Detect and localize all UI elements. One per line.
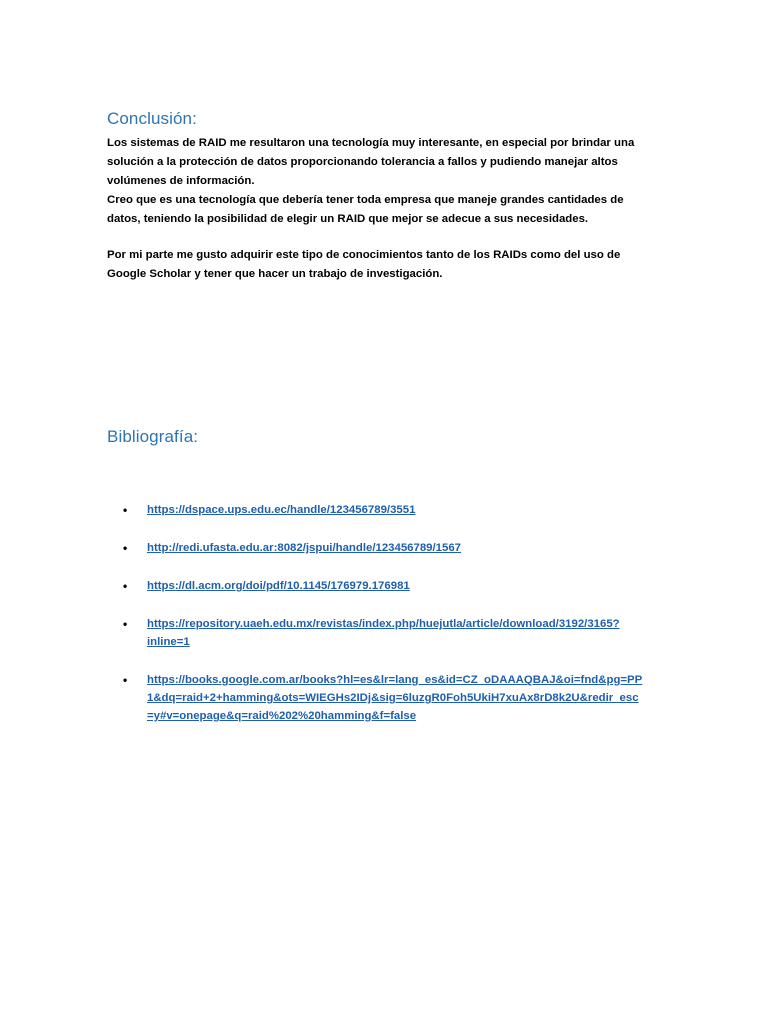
reference-link-text: https://dspace.ups.edu.ec/handle/123456789/3551 (147, 504, 416, 516)
reference-link[interactable] (147, 577, 687, 595)
opinion-line: Por mi parte me gusto adquirir este tipo de conocimientos tanto de los RAIDs como del uso de (107, 249, 621, 261)
conclusion-heading: Conclusión: (107, 109, 197, 128)
conclusion-line: volúmenes de información. (107, 175, 255, 187)
list-item (107, 615, 687, 651)
bullet-dot-icon: • (123, 617, 128, 631)
reference-link-text: https://books.google.com.ar/books?hl=es&lr=lang_es&id=CZ_oDAAAQBAJ&oi=fnd&pg=PP (147, 674, 643, 686)
bullet-dot-icon: • (123, 579, 128, 593)
list-item (107, 501, 687, 519)
reference-link-text: inline=1 (147, 636, 190, 648)
reference-link-text: http://redi.ufasta.edu.ar:8082/jspui/handle/123456789/1567 (147, 542, 462, 554)
reference-link-text: =y#v=onepage&q=raid%202%20hamming&f=false (147, 710, 417, 722)
reference-link[interactable] (147, 615, 687, 651)
reference-link-text: https://repository.uaeh.edu.mx/revistas/index.php/huejutla/article/download/3192/3165? (147, 618, 620, 630)
list-item (107, 577, 687, 595)
opinion-paragraph (107, 246, 667, 284)
bullet-dot-icon: • (123, 673, 128, 687)
reference-link[interactable] (147, 671, 687, 725)
reference-link-text: https://dl.acm.org/doi/pdf/10.1145/176979.176981 (147, 580, 410, 592)
reference-list (107, 501, 687, 745)
conclusion-line: solución a la protección de datos proporcionando tolerancia a fallos y pudiendo manejar altos (107, 156, 618, 168)
opinion-line: Google Scholar y tener que hacer un trabajo de investigación. (107, 268, 443, 280)
conclusion-paragraph (107, 134, 667, 229)
bullet-dot-icon: • (123, 541, 128, 555)
conclusion-line: Creo que es una tecnología que debería tener toda empresa que maneje grandes cantidades de (107, 194, 624, 206)
conclusion-line: Los sistemas de RAID me resultaron una tecnología muy interesante, en especial por brindar una (107, 137, 635, 149)
bibliography-heading: Bibliografía: (107, 427, 199, 446)
list-item (107, 539, 687, 557)
conclusion-line: datos, teniendo la posibilidad de elegir un RAID que mejor se adecue a sus necesidades. (107, 213, 589, 225)
reference-link[interactable] (147, 539, 687, 557)
list-item (107, 671, 687, 725)
bullet-dot-icon: • (123, 503, 128, 517)
reference-link[interactable] (147, 501, 687, 519)
reference-link-text: 1&dq=raid+2+hamming&ots=WIEGHs2IDj&sig=6luzgR0Foh5UkiH7xuAx8rD8k2U&redir_esc (147, 692, 639, 704)
